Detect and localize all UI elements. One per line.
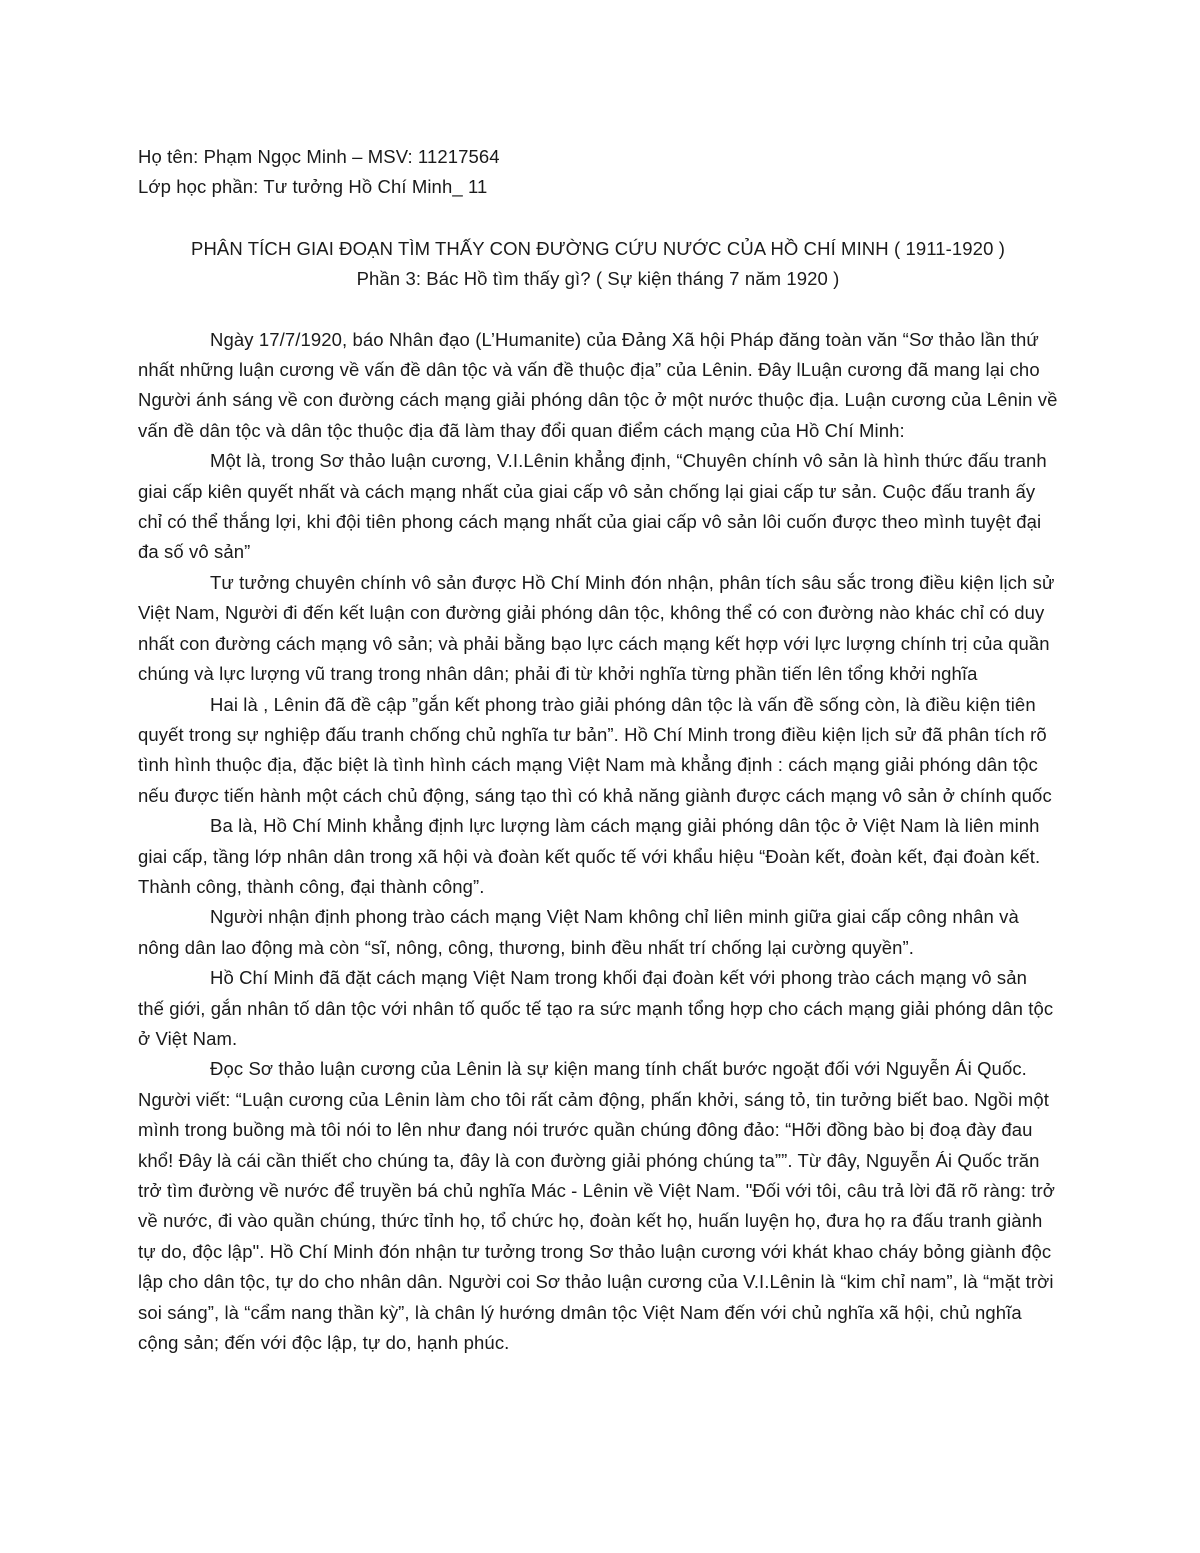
document-title bbox=[138, 234, 1058, 295]
paragraph-intro: Ngày 17/7/1920, báo Nhân đạo (L’Humanite) của Đảng Xã hội Pháp đăng toàn văn “Sơ thảo lần thứ nhất những luận cương về vấn đề dân tộc và vấn đề thuộc địa” của Lênin. Đây lLuận cương đã mang lại cho Người ánh sáng về con đường cách mạng giải phóng dân tộc ở một nước thuộc địa. Luận cương của Lênin về vấn đề dân tộc và dân tộc thuộc địa đã làm thay đổi quan điểm cách mạng của Hồ Chí Minh: bbox=[138, 328, 1058, 441]
paragraph-international-solidarity: Hồ Chí Minh đã đặt cách mạng Việt Nam trong khối đại đoàn kết với phong trào cách mạng vô sản thế giới, gắn nhân tố dân tộc với nhân tố quốc tế tạo ra sức mạnh tổng hợp cho cách mạng giải phóng dân tộc ở Việt Nam. bbox=[138, 967, 1054, 1049]
paragraph-alliance: Người nhận định phong trào cách mạng Việt Nam không chỉ liên minh giữa giai cấp công nhân và nông dân lao động mà còn “sĩ, nông, công, thương, binh đều nhất trí chống lại cường quyền”. bbox=[138, 906, 1019, 958]
paragraph-proletarian-dictatorship: Tư tưởng chuyên chính vô sản được Hồ Chí Minh đón nhận, phân tích sâu sắc trong điều kiện lịch sử Việt Nam, Người đi đến kết luận con đường giải phóng dân tộc, không thể có con đường nào khác chỉ có duy nhất con đường cách mạng vô sản; và phải bằng bạo lực cách mạng kết hợp với lực lượng chính trị của quần chúng và lực lượng vũ trang trong nhân dân; phải đi từ khởi nghĩa từng phần tiến lên tổng khởi nghĩa bbox=[138, 571, 1055, 685]
main-title: PHÂN TÍCH GIAI ĐOẠN TÌM THẤY CON ĐƯỜNG CỨU NƯỚC CỦA HỒ CHÍ MINH ( 1911-1920 ) bbox=[191, 237, 1005, 259]
document-body bbox=[138, 142, 1058, 1358]
class-line: Lớp học phần: Tư tưởng Hồ Chí Minh_ 11 bbox=[138, 176, 488, 198]
student-name-line: Họ tên: Phạm Ngọc Minh – MSV: 11217564 bbox=[138, 146, 500, 167]
student-header bbox=[138, 142, 1058, 203]
paragraph-turning-point: Đọc Sơ thảo luận cương của Lênin là sự kiện mang tính chất bước ngoặt đối với Nguyễn Ái Quốc. Người viết: “Luận cương của Lênin làm cho tôi rất cảm động, phấn khởi, sáng tỏ, tin tưởng biết bao. Ngồi một mình trong buồng mà tôi nói to lên như đang nói trước quần chúng đông đảo: “Hỡi đồng bào bị đoạ đày đau khổ! Đây là cái cần thiết cho chúng ta, đây là con đường giải phóng chúng ta””. Từ đây, Nguyễn Ái Quốc trăn trở tìm đường về nước để truyền bá chủ nghĩa Mác - Lênin về Việt Nam. "Đối với tôi, câu trả lời đã rõ ràng: trở về nước, đi vào quần chúng, thức tỉnh họ, tổ chức họ, đoàn kết họ, huấn luyện họ, đưa họ ra đấu tranh giành tự do, độc lập". Hồ Chí Minh đón nhận tư tưởng trong Sơ thảo luận cương với khát khao cháy bỏng giành độc lập cho dân tộc, tự do cho nhân dân. Người coi Sơ thảo luận cương của V.I.Lênin là “kim chỉ nam”, là “mặt trời soi sáng”, là “cẩm nang thần kỳ”, là chân lý hướng dmân tộc Việt Nam đến với chủ nghĩa xã hội, chủ nghĩa cộng sản; đến với độc lập, tự do, hạnh phúc. bbox=[138, 1058, 1055, 1354]
paragraph-point-three: Ba là, Hồ Chí Minh khẳng định lực lượng làm cách mạng giải phóng dân tộc ở Việt Nam là liên minh giai cấp, tầng lớp nhân dân trong xã hội và đoàn kết quốc tế với khẩu hiệu “Đoàn kết, đoàn kết, đại đoàn kết. Thành công, thành công, đại thành công”. bbox=[138, 815, 1041, 897]
sub-title: Phần 3: Bác Hồ tìm thấy gì? ( Sự kiện tháng 7 năm 1920 ) bbox=[356, 268, 840, 290]
essay-content bbox=[138, 325, 1058, 1359]
paragraph-point-one: Một là, trong Sơ thảo luận cương, V.I.Lênin khẳng định, “Chuyên chính vô sản là hình thức đấu tranh giai cấp kiên quyết nhất và cách mạng nhất của giai cấp vô sản chống lại giai cấp tư sản. Cuộc đấu tranh ấy chỉ có thể thắng lợi, khi đội tiên phong cách mạng nhất của giai cấp vô sản lôi cuốn được theo mình tuyệt đại đa số vô sản” bbox=[138, 450, 1047, 563]
paragraph-point-two: Hai là , Lênin đã đề cập ”gắn kết phong trào giải phóng dân tộc là vấn đề sống còn, là điều kiện tiên quyết trong sự nghiệp đấu tranh chống chủ nghĩa tư bản”. Hồ Chí Minh trong điều kiện lịch sử đã phân tích rõ tình hình thuộc địa, đặc biệt là tình hình cách mạng Việt Nam mà khẳng định : cách mạng giải phóng dân tộc nếu được tiến hành một cách chủ động, sáng tạo thì có khả năng giành được cách mạng vô sản ở chính quốc bbox=[138, 693, 1052, 806]
